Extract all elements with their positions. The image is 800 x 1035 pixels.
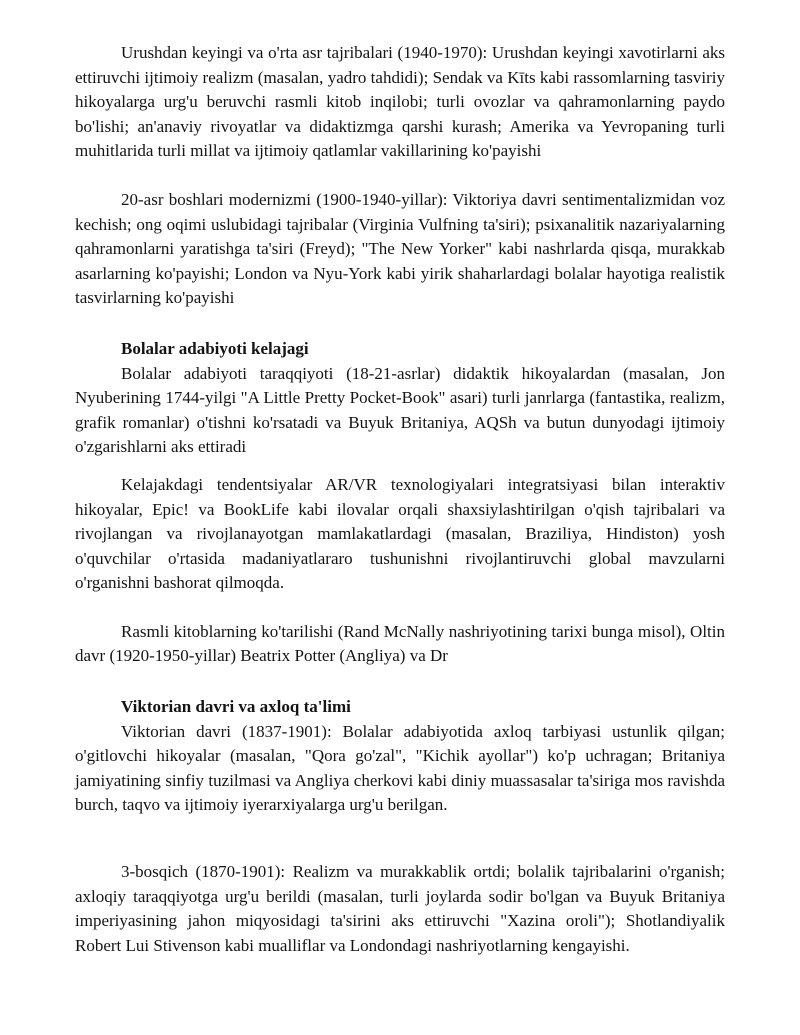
- heading-victorian-moral-education: Viktorian davri va axloq ta'limi: [121, 697, 351, 717]
- paragraph-future-trends: Kelajakdagi tendentsiyalar AR/VR texnologiyalari integratsiyasi bilan interaktiv hikoyalar, Epic! va BookLife kabi ilovalar orqali shaxsiylashtirilgan o'qish tajribalari va rivojlangan va rivojlanayotgan mamlakatlardagi (masalan, Braziliya, Hindiston) yosh o'quvchilar o'rtasida madaniyatlararo tushunishni rivojlantiruvchi global mavzularni o'rganishni bashorat qilmoqda.: [75, 474, 725, 593]
- paragraph-post-war-era: Urushdan keyingi va o'rta asr tajribalari (1940-1970): Urushdan keyingi xavotirlarni aks ettiruvchi ijtimoiy realizm (masalan, yadro tahdidi); Sendak va Kīts kabi rassomlarning tasviriy hikoyalarga urg'u beruvchi rasmli kitob inqilobi; turli ovozlar va qahramonlarning paydo bo'lishi; an'anaviy rivoyatlar va didaktizmga qarshi kurash; Amerika va Yevropaning turli muhitlarida turli millat va ijtimoiy qatlamlar vakillarining ko'payishi: [75, 43, 725, 161]
- paragraph-stage-three: 3-bosqich (1870-1901): Realizm va murakkablik ortdi; bolalik tajribalarini o'rganish; axloqiy taraqqiyotga urg'u berildi (masalan, turli joylarda sodir bo'lgan va Buyuk Britaniya imperiyasining jahon miqyosidagi ta'sirini aks ettiruvchi "Xazina oroli"); Shotlandiyalik Robert Lui Stivenson kabi mualliflar va Londondagi nashriyotlarning kengayishi.: [75, 862, 725, 955]
- heading-future-of-childrens-literature: Bolalar adabiyoti kelajagi: [121, 338, 309, 358]
- paragraph-early-modernism: 20-asr boshlari modernizmi (1900-1940-yillar): Viktoriya davri sentimentalizmidan voz kechish; ong oqimi uslubidagi tajribalar (Virginia Vulfning ta'siri); psixanalitik nazariyalarning qahramonlarni yaratishga ta'siri (Freyd); "The New Yorker" kabi nashrlarda qisqa, murakkab asarlarning ko'payishi; London va Nyu-York kabi yirik shaharlardagi bolalar hayotiga realistik tasvirlarning ko'payishi: [75, 189, 725, 308]
- paragraph-literature-development: Bolalar adabiyoti taraqqiyoti (18-21-asrlar) didaktik hikoyalardan (masalan, Jon Nyuberining 1744-yilgi "A Little Pretty Pocket-Book" asari) turli janrlarga (fantastika, realizm, grafik romanlar) o'tishni ko'rsatadi va Buyuk Britaniya, AQSh va butun dunyodagi ijtimoiy o'zgarishlarni aks ettiradi: [75, 363, 725, 457]
- document-page: [75, 41, 725, 958]
- paragraph-picture-books-rise: Rasmli kitoblarning ko'tarilishi (Rand McNally nashriyotining tarixi bunga misol), Oltin davr (1920-1950-yillar) Beatrix Potter (Angliya) va Dr: [75, 621, 725, 666]
- paragraph-victorian-era: Viktorian davri (1837-1901): Bolalar adabiyotida axloq tarbiyasi ustunlik qilgan; o'gitlovchi hikoyalar (masalan, "Qora go'zal", "Kichik ayollar") ko'p uchragan; Britaniya jamiyatining sinfiy tuzilmasi va Angliya cherkovi kabi diniy muassasalar ta'siriga mos ravishda burch, taqvo va ijtimoiy iyerarxiyalarga urg'u berilgan.: [75, 721, 725, 815]
